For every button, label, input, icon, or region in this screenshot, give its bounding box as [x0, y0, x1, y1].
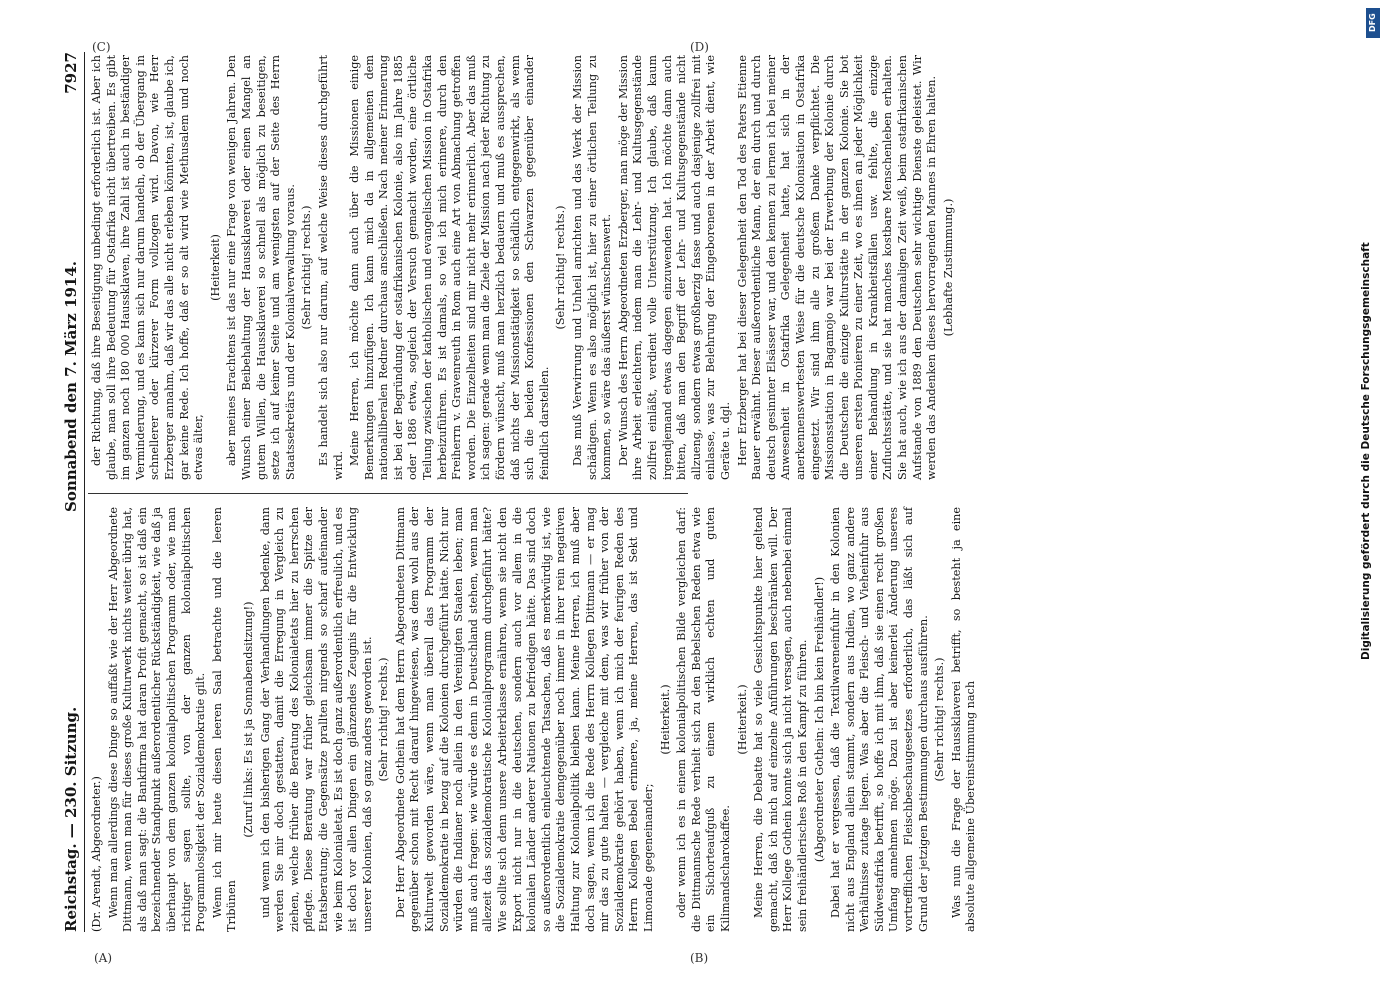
speaker-reference: (Dr. Arendt, Abgeordneter.): [90, 776, 103, 932]
paragraph: Meine Herren, ich möchte dann auch über die Missionen einige Bemerkungen hinzufügen. Ich kann mich da in allgemeinen dem nationalliberalen Redner durchaus anschließen. Nach meiner Erinnerung ist bei der Begründung der ostafrikanischen Kolonie, also im Jahre 1885 oder 1886 etwa, sogleich der Versuch gemacht worden, eine örtliche Teilung zwischen der katholischen und evangelischen Mission in Ostafrika herbeizuführen. Es ist damals, so viel ich mich erinnere, durch den Freiherrn v. Gravenreuth in Rom auch eine Art von Abmachung getroffen worden. Die Einzelheiten sind mir nicht mehr erinnerlich. Aber das muß ich sagen: gerade wenn man die Ziele der Mission nach jeder Richtung zu fördern wünscht, muß man herzlich bedauern und muß es aussprechen, daß nichts der Missionstätigkeit so schädlich entgegenwirkt, als wenn sich die beiden Konfessionen den Schwarzen gegenüber einander feindlich darstellen.: [348, 55, 551, 480]
paragraph: Wenn ich mir heute diesen leeren Saal betrachte und die leeren Tribünen: [210, 507, 239, 932]
interjection: (Sehr richtig! rechts.): [377, 657, 391, 782]
interjection: (Sehr richtig! rechts.): [554, 205, 568, 330]
paragraph: Was nun die Frage der Haussklaverei betrifft, so besteht ja eine absolute allgemeine Übereinstimmung nach: [949, 507, 978, 932]
interjection: (Zuruf links: Es ist ja Sonnabendsitzung!): [241, 601, 255, 838]
dfg-logo: DFG: [1366, 8, 1380, 38]
interjection: (Heiterkeit.): [735, 684, 749, 755]
digitization-credit: Digitalisierung gefördert durch die Deutsche Forschungsgemeinschaft: [1360, 242, 1372, 660]
session-date: Sonnabend den 7. März 1914.: [62, 261, 80, 512]
interjection: (Heiterkeit): [208, 234, 222, 301]
left-column: [90, 507, 978, 932]
paragraph: Herr Erzberger hat bei dieser Gelegenheit den Tod des Paters Etienne Bauer erwähnt. Dieser außerordentliche Mann, der ein durch und durch deutsch gesinnter Elsässer war, und den kennen zu lernen ich bei meiner Anwesenheit in Ostafrika Gelegenheit hatte, hat sich in der anerkennenswertesten Weise für die deutsche Kolonisation in Ostafrika eingesetzt. Wir sind ihm alle zu großem Danke verpflichtet. Die Missionsstation in Bagamojo war bei der Erwerbung der Kolonie durch die Deutschen die einzige Kulturstätte in der ganzen Kolonie. Sie bot unseren ersten Pionieren zu einer Zeit, wo es ihnen an jeder Möglichkeit einer Behandlung in Krankheitsfällen usw. fehlte, die einzige Zufluchtsstätte, und sie hat manches kostbare Menschenleben erhalten. Sie hat auch, wie ich aus der damaligen Zeit weiß, beim ostafrikanischen Aufstande von 1889 den Deutschen sehr wichtige Dienste geleistet. Wir werden das Andenken dieses hervorragenden Mannes in Ehren halten.: [735, 55, 939, 480]
margin-mark-c: (C): [92, 40, 111, 54]
interjection: (Lebhafte Zustimmung.): [941, 198, 955, 337]
paragraph: Der Herr Abgeordnete Gothein hat dem Herrn Abgeordneten Dittmann gegenüber schon mit Recht darauf hingewiesen, was dem wohl aus der Kulturwelt geworden wäre, wenn man überall das Programm der Sozialdemokratie in bezug auf die Kolonien durchgeführt hätte. Nicht nur würden die Indianer noch allein in den Vereinigten Staaten leben; man muß auch fragen: wie würde es denn in Deutschland stehen, wenn man allezeit das sozialdemokratische Kolonialprogramm durchgeführt hätte? Wie sollte sich denn unsere Arbeiterklasse ernähren, wenn sie nicht den Export nicht nur in die deutschen, sondern auch vor allem in die kolonialen Länder anderer Nationen zu befriedigen hätte. Das sind doch so außerordentlich einleuchtende Tatsachen, daß es merkwürdig ist, wie die Sozialdemokratie demgegenüber noch immer in ihrer rein negativen Haltung zur Kolonialpolitik bleiben kann. Meine Herren, ich muß aber doch sagen, wenn ich die Rede des Herrn Kollegen Dittmann — er mag mir das zu gute halten — vergleiche mit dem, was wir früher von der Sozialdemokratie gehört haben, wenn ich mich der feurigen Reden des Herrn Kollegen Bebel erinnere, ja, meine Herren, das ist Sekt und Limonade gegeneinander;: [393, 507, 655, 932]
paragraph: Wenn man allerdings diese Dinge so auffaßt wie der Herr Abgeordnete Dittmann, wenn man für dieses große Kulturwerk nichts weiter übrig hat, als daß man sagt: die Bankfirma hat daran Profit gemacht, so ist daß ein bezeichnender Standpunkt außerordentlicher Rückständigkeit, wie daß ja überhaupt von dem ganzen kolonialpolitischen Programm oder, wie man richtiger sagen sollte, von der ganzen kolonialpolitischen Programmlosigkeit der Sozialdemokratie gilt.: [106, 507, 208, 932]
margin-mark-b: (B): [690, 951, 709, 965]
paragraph: Es handelt sich also nur darum, auf welche Weise dieses durchgeführt wird.: [316, 55, 345, 480]
interjection: (Sehr richtig! rechts.): [933, 657, 947, 782]
right-column: [90, 55, 955, 480]
paragraph: Dabei hat er vergessen, daß die Textilwareneinfuhr in den Kolonien nicht aus England allein stammt, sondern aus Indien, wo ganz andere Verhältnisse zutage liegen. Was aber die Fleisch- und Vieheinfuhr aus Südwestafrika betrifft, so hoffe ich mit ihm, daß sie einen recht großen Umfang annehmen möge. Dazu ist aber keinerlei Änderung unseres vortrefflichen Fleischbeschaugesetzes erforderlich, das läßt sich auf Grund der jetzigen Bestimmungen durchaus ausführen.: [829, 507, 930, 932]
page-number: 7927: [62, 52, 80, 94]
interjection: (Heiterkeit.): [658, 684, 672, 755]
paragraph: Der Wunsch des Herrn Abgeordneten Erzberger, man möge der Mission ihre Arbeit erleichtern, indem man die Lehr- und Kultusgegenstände zollfrei einläßt, verdient volle Unterstützung. Ich glaube, daß kaum irgendjemand etwas dagegen einzuwenden hat. Ich möchte dann auch bitten, daß man den Begriff der Lehr- und Kultusgegenstände nicht allzueng, sondern etwas großherzig fasse und auch dasjenige zollfrei mit einlasse, was zur Belehrung der Eingeborenen in der Arbeit dient, wie Geräte u. dgl.: [616, 55, 732, 480]
paragraph: aber meines Erachtens ist das nur eine Frage von wenigen Jahren. Den Wunsch einer Beibehaltung der Haussklaverei oder einen Mangel an gutem Willen, die Haussklaverei so schnell als möglich zu beseitigen, setze ich auf keiner Seite und am wenigsten auf der Seite des Herrn Staatssekretärs und der Kolonialverwaltung voraus.: [225, 55, 297, 480]
paragraph: der Richtung, daß ihre Beseitigung unbedingt erforderlich ist. Aber ich glaube, man soll ihre Bedeutung für Ostafrika nicht übertreiben. Es gibt im ganzen noch 180 000 Haussklaven, ihre Zahl ist auch in beständiger Verminderung, und es kann sich nur darum handeln, ob der Übergang in schnellerer oder kürzerer Form vollzogen wird. Davon, wie Herr Erzberger annahm, daß wir das alle nicht erleben könnten, ist, glaube ich, gar keine Rede. Ich hoffe, daß er so alt wird wie Methusalem und noch etwas älter,: [90, 55, 206, 480]
column-divider: [88, 493, 688, 494]
paragraph: oder wenn ich es in einem kolonialpolitischen Bilde vergleichen darf: die Dittmannsche Rede verhielt sich zu den Bebelschen Reden etwa wie ein Sichorteaufguß zu einem wirklich echten und guten Kilimandscharokaffee.: [675, 507, 732, 932]
running-title: Reichstag. — 230. Sitzung.: [62, 706, 80, 932]
margin-mark-d: (D): [690, 40, 709, 54]
paragraph: Meine Herren, die Debatte hat so viele Gesichtspunkte hier geltend gemacht, daß ich mich auf einzelne Anführungen beschränken will. Der Herr Kollege Gothein konnte sich ja nicht versagen, auch nebenbei einmal sein freihändlerisches Roß in den Kampf zu führen.: [752, 507, 809, 932]
margin-mark-a: (A): [94, 951, 113, 965]
interjection: (Sehr richtig! rechts.): [300, 205, 314, 330]
rotated-page: [60, 52, 978, 932]
page-header: [60, 52, 85, 932]
paragraph: Das muß Verwirrung und Unheil anrichten und das Werk der Mission schädigen. Wenn es also möglich ist, hier zu einer örtlichen Teilung zu kommen, so wäre das äußerst wünschenswert.: [571, 55, 614, 480]
paragraph: und wenn ich den bisherigen Gang der Verhandlungen bedenke, dann werden Sie mir doch gestatten, damit die Erregung in Vergleich zu ziehen, welche früher die Beratung des Kolonialetats hier zu herrschen pflegte. Diese Beratung war früher gleichsam immer die Spitze der Etatsberatung; die Gegensätze prallten nirgends so scharf aufeinander wie beim Kolonialetat. Es ist doch ganz außerordentlich erfreulich, und es ist doch vor allen Dingen ein glänzendes Zeugnis für die Entwicklung unserer Kolonien, daß so ganz anders geworden ist.: [258, 507, 374, 932]
interjection: (Abgeordneter Gothein: Ich bin kein Freihändler!): [812, 576, 826, 863]
